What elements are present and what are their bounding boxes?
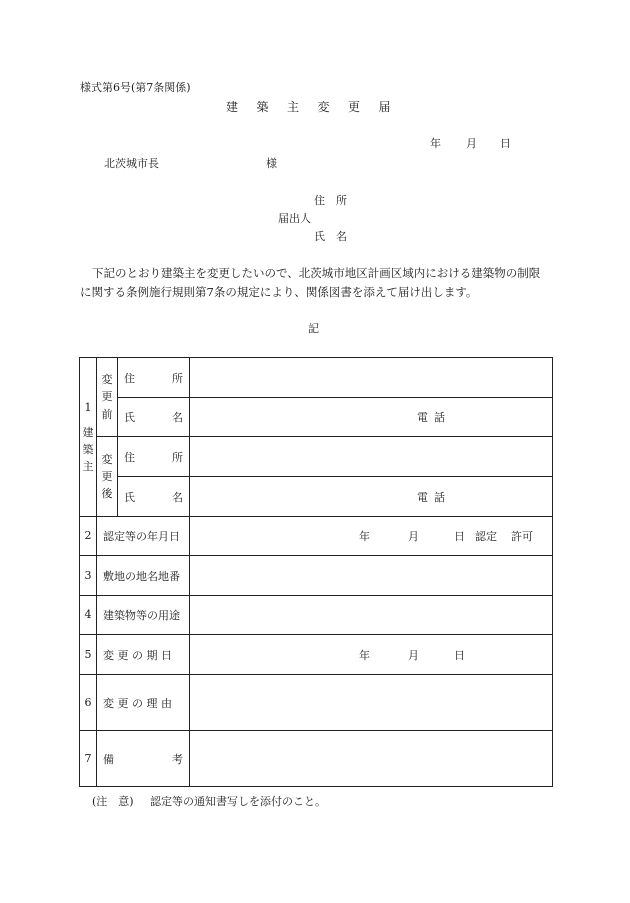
before-name-char2: 名	[172, 411, 183, 424]
after-name-char2: 名	[172, 490, 183, 504]
row2-day: 日	[454, 530, 465, 543]
before-address-char1: 住	[124, 371, 135, 385]
before-name-label	[118, 398, 190, 437]
after-char2: 更	[101, 469, 113, 483]
row6-field[interactable]	[190, 675, 553, 731]
after-address-char2: 所	[172, 450, 183, 464]
honorific: 様	[266, 157, 277, 170]
after-header	[97, 437, 118, 517]
row5-label	[97, 635, 190, 675]
row3-label	[97, 556, 190, 596]
after-address-field[interactable]	[190, 437, 553, 477]
date-day-label: 日	[500, 137, 511, 150]
row2-option-ninteii[interactable]: 認定	[475, 530, 497, 543]
row5-number-text: 5	[84, 647, 92, 661]
section1-number: 1	[84, 400, 92, 414]
before-header	[97, 358, 118, 437]
body-line-1: 下記のとおり建築主を変更したいので、北茨城市地区計画区域内における建築物の制限	[92, 266, 541, 280]
addressee: 北茨城市長	[104, 157, 159, 170]
row7-number	[80, 731, 97, 787]
row5-day: 日	[454, 648, 465, 662]
section1-label-char3: 主	[82, 460, 94, 474]
row3-label-text: 敷地の地名地番	[103, 569, 180, 583]
row2-label	[97, 517, 190, 556]
before-phone-label: 電話	[417, 411, 451, 424]
date-year-label: 年	[430, 137, 441, 150]
before-address-field[interactable]	[190, 358, 553, 398]
row2-number	[80, 517, 97, 556]
row6-label	[97, 675, 190, 731]
after-char3: 後	[101, 487, 113, 501]
row7-number-text: 7	[84, 751, 92, 765]
after-phone-label: 電話	[417, 490, 451, 504]
before-name-char1: 氏	[124, 411, 135, 424]
row5-label-text: 変 更 の 期 日	[103, 648, 172, 662]
row2-label-text: 認定等の年月日	[103, 530, 180, 543]
row3-field[interactable]	[190, 556, 553, 596]
ki-heading: 記	[308, 322, 319, 335]
row2-number-text: 2	[84, 529, 92, 543]
row5-year: 年	[359, 648, 370, 662]
row3-number	[80, 556, 97, 596]
row7-label	[97, 731, 190, 787]
row4-number	[80, 596, 97, 635]
after-char1: 変	[101, 452, 113, 466]
row6-label-text: 変 更 の 理 由	[103, 696, 172, 710]
row3-number-text: 3	[84, 568, 92, 582]
note-text: 認定等の通知書写しを添付のこと。	[150, 795, 326, 808]
row5-date-field[interactable]	[190, 635, 553, 675]
row2-year: 年	[359, 530, 370, 543]
after-address-label	[118, 437, 190, 477]
row4-field[interactable]	[190, 596, 553, 635]
form-table	[79, 357, 553, 787]
row2-month: 月	[408, 530, 419, 543]
before-address-label	[118, 358, 190, 398]
section1-label-char2: 築	[82, 443, 94, 456]
row7-label-char2: 考	[172, 752, 183, 766]
row5-month: 月	[408, 648, 419, 662]
row2-option-kyoka[interactable]: 許可	[511, 530, 533, 543]
applicant-address-label-2: 所	[336, 194, 347, 207]
applicant-name-label-1: 氏	[314, 230, 325, 243]
before-char1: 変	[101, 373, 113, 387]
applicant-name-label-2: 名	[336, 230, 347, 243]
date-month-label: 月	[466, 137, 477, 150]
body-line-2: に関する条例施行規則第7条の規定により、関係図書を添えて届け出します。	[80, 285, 478, 299]
after-name-label	[118, 477, 190, 517]
row6-number-text: 6	[84, 695, 92, 709]
document-title: 建築主変更届	[226, 100, 410, 114]
row7-label-char1: 備	[103, 752, 114, 766]
section1-header	[80, 358, 97, 517]
before-char3: 前	[101, 407, 113, 421]
row2-date-field[interactable]	[190, 517, 553, 556]
row6-number	[80, 675, 97, 731]
applicant-address-label-1: 住	[314, 194, 325, 207]
row4-label-text: 建築物等の用途	[103, 609, 180, 622]
row4-label	[97, 596, 190, 635]
before-name-field[interactable]	[190, 398, 553, 437]
form-number: 様式第6号(第7条関係)	[80, 81, 191, 94]
applicant-role: 届出人	[278, 212, 311, 225]
after-name-field[interactable]	[190, 477, 553, 517]
row5-number	[80, 635, 97, 675]
section1-label-char1: 建	[82, 425, 94, 439]
note-label: (注 意)	[92, 795, 134, 808]
row7-field[interactable]	[190, 731, 553, 787]
after-address-char1: 住	[124, 450, 135, 464]
after-name-char1: 氏	[124, 490, 135, 504]
row4-number-text: 4	[84, 608, 92, 622]
before-char2: 更	[101, 390, 113, 404]
before-address-char2: 所	[172, 371, 183, 385]
